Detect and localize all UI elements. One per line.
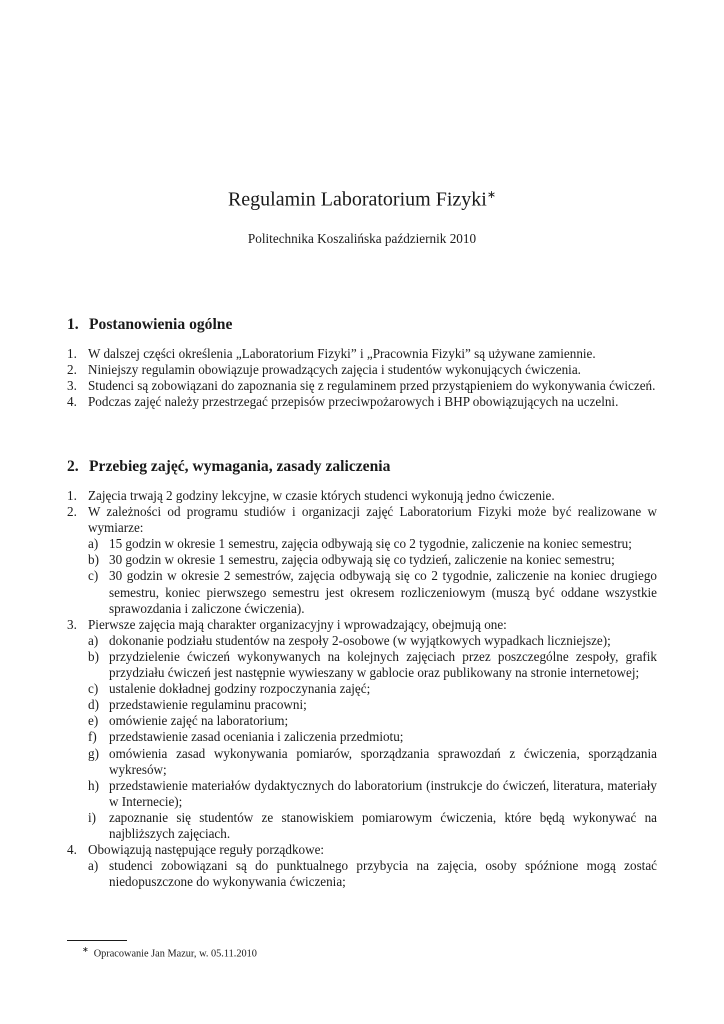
sub-item-text: 30 godzin w okresie 2 semestrów, zajęcia odbywają się co 2 tygodnie, zaliczenie na koniec drugiego semestru, koniec pierwszego semestru jest okresem rozliczeniowym (muszą być oddane wszystkie sprawozdania i zaliczone ćwiczenia). [109,568,657,616]
sub-list-item [67,810,657,842]
item-number: 4. [67,842,77,858]
item-text: Niniejszy regulamin obowiązuje prowadzących zajęcia i studentów wykonujących ćwiczenia. [88,362,581,378]
section-heading-2 [67,458,390,476]
sub-item-label: b) [88,552,99,568]
item-text: Podczas zajęć należy przestrzegać przepisów przeciwpożarowych i BHP obowiązujących na uczelni. [88,394,619,410]
sub-list-item [67,633,657,649]
footnote-text: Opracowanie Jan Mazur, w. 05.11.2010 [93,948,257,960]
sub-list-item [67,778,657,810]
item-text: Obowiązują następujące reguły porządkowe: [88,842,325,858]
sub-list-item [67,536,657,552]
sub-item-text: 30 godzin w okresie 1 semestru, zajęcia odbywają się co tydzień, zaliczenie na koniec semestru; [109,552,615,568]
sub-item-label: i) [88,809,97,825]
item-text: Zajęcia trwają 2 godziny lekcyjne, w czasie których studenci wykonują jedno ćwiczenie. [88,488,555,503]
sub-item-label: a) [88,858,99,874]
item-number: 4. [67,394,77,410]
list-item [67,362,657,378]
footnote-divider [67,940,127,941]
sub-item-label: a) [88,632,99,648]
item-number: 3. [67,378,77,394]
sub-list-item [67,697,657,713]
footnote [82,945,257,959]
document-subtitle: Politechnika Koszalińska październik 2010 [247,231,477,246]
document-title [0,188,724,212]
item-text: W zależności od programu studiów i organizacji zajęć Laboratorium Fizyki może być realizowane w wymiarze: [88,504,657,536]
sub-list-item [67,746,657,778]
sub-item-label: e) [88,713,99,729]
section-title: Przebieg zajęć, wymagania, zasady zaliczenia [89,458,391,475]
list-item [67,842,657,858]
sub-list-item [67,729,657,745]
item-text: Pierwsze zajęcia mają charakter organizacyjny i wprowadzający, obejmują one: [88,616,507,632]
sub-list-item [67,649,657,681]
sub-item-text: studenci zobowiązani są do punktualnego przybycia na zajęcia, osoby spóźnione mogą zostać niedopuszczone do wykonywania ćwiczenia; [109,858,657,890]
section-title: Postanowienia ogólne [89,316,233,333]
list-item [67,488,657,504]
section-number: 2. [67,458,79,475]
sub-list-item [67,713,657,729]
sub-item-text: zapoznanie się studentów ze stanowiskiem pomiarowym ćwiczenia, które będą wykonywać na najbliższych zajęciach. [109,809,657,841]
title-text: Regulamin Laboratorium Fizyki [227,188,487,211]
section-number: 1. [67,316,79,333]
sub-item-label: c) [88,681,99,697]
list-item [67,617,657,633]
sub-list-item [67,858,657,890]
sub-item-text: omówienie zajęć na laboratorium; [109,713,289,729]
item-number: 2. [67,362,77,378]
sub-item-label: h) [88,777,99,793]
sub-item-text: przedstawienie zasad oceniania i zaliczenia przedmiotu; [109,729,404,745]
item-text: Studenci są zobowiązani do zapoznania się z regulaminem przed przystąpieniem do wykonywania ćwiczeń. [88,378,656,394]
item-number: 3. [67,616,77,632]
item-number: 1. [67,488,77,503]
title-footnote-mark: ∗ [486,189,497,201]
item-number: 2. [67,504,77,520]
sub-list-item [67,681,657,697]
section-1-list [67,346,657,410]
list-item [67,346,657,362]
sub-item-text: ustalenie dokładnej godziny rozpoczynania zajęć; [109,681,371,697]
sub-item-label: f) [88,729,97,745]
sub-list-item [67,552,657,568]
item-number: 1. [67,346,77,361]
sub-item-label: b) [88,648,99,664]
sub-item-text: przedstawienie regulaminu pracowni; [109,697,307,713]
item-text: W dalszej części określenia „Laboratorium Fizyki” i „Pracownia Fizyki” są używane zamiennie. [88,346,596,361]
list-item [67,504,657,536]
footnote-mark: ∗ [82,945,89,954]
sub-item-text: przydzielenie ćwiczeń wykonywanych na kolejnych zajęciach przez poszczególne zespoły, grafik przydziału ćwiczeń jest następnie wywieszany w gablocie oraz publikowany na stronie internetowej; [109,648,657,681]
sub-item-text: przedstawienie materiałów dydaktycznych do laboratorium (instrukcje do ćwiczeń, literatura, materiały w Internecie); [109,777,657,809]
section-heading-1 [67,316,232,334]
sub-item-text: 15 godzin w okresie 1 semestru, zajęcia odbywają się co 2 tygodnie, zaliczenie na koniec semestru; [109,536,632,552]
sub-item-label: d) [88,697,99,713]
sub-item-label: g) [88,745,99,761]
sub-item-text: omówienia zasad wykonywania pomiarów, sporządzania sprawozdań z ćwiczenia, sporządzania wykresów; [109,745,657,777]
sub-list-item [67,568,657,616]
list-item [67,378,657,394]
list-item [67,394,657,410]
sub-item-text: dokonanie podziału studentów na zespoły 2-osobowe (w wyjątkowych wypadkach liczniejsze); [109,632,611,648]
section-2-list [67,488,657,890]
sub-item-label: c) [88,568,99,584]
sub-item-label: a) [88,536,99,552]
